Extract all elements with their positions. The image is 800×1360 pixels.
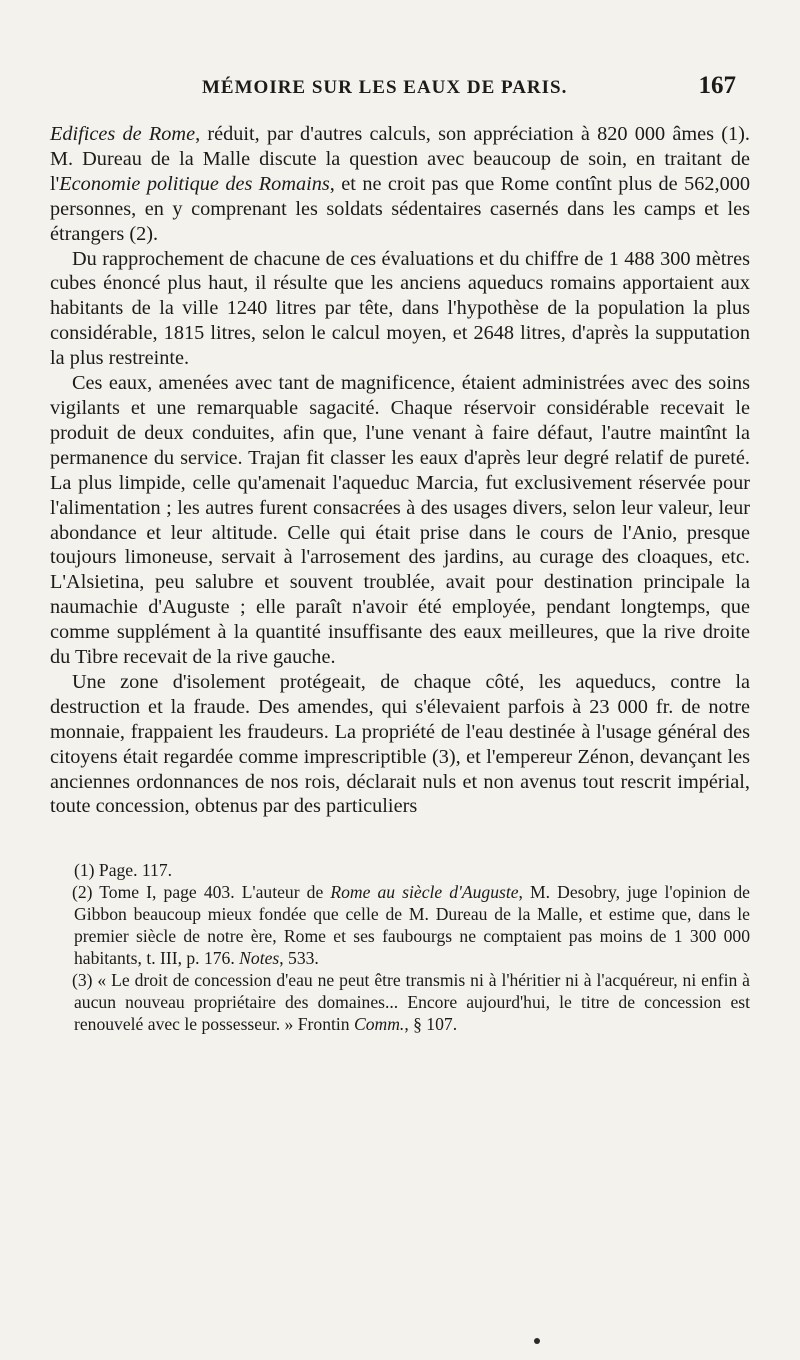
italic-title: Notes xyxy=(239,948,280,969)
footnote-2: (2) Tome I, page 403. L'auteur de Rome au siècle d'Auguste, M. Desobry, juge l'opinion de Gibbon beaucoup mieux fondée que celle de M. Dureau de la Malle, et estime que, dans le premier siècle de notre ère, Rome et ses faubourgs ne comptaient pas moins de 1 300 000 habitants, t. III, p. 176. Notes, 533. xyxy=(72,882,750,969)
footnote-3: (3) « Le droit de concession d'eau ne peut être transmis ni à l'héritier ni à l'acquéreur, ni enfin à aucun nouveau propriétaire des domaines... Encore aujourd'hui, le titre de concession est renouvelé avec le possesseur. » Frontin Comm., § 107. xyxy=(72,970,750,1035)
footnote-1: (1) Page. 117. xyxy=(74,860,173,881)
paragraph-4: Une zone d'isolement protégeait, de chaque côté, les aqueducs, contre la destruction et la fraude. Des amendes, qui s'élevaient parfois à 23 000 fr. de notre monnaie, frappaient les fraudeurs. La propriété de l'eau destinée à l'usage général des citoyens était regardée comme imprescriptible (3), et l'empereur Zénon, devançant les anciennes ordonnances de nos rois, déclarait nuls et non avenus tout rescrit impérial, toute concession, obtenus par des particuliers xyxy=(50,670,750,818)
page-number: 167 xyxy=(698,72,736,99)
paragraph-1: Edifices de Rome, réduit, par d'autres calculs, son appréciation à 820 000 âmes (1). M. Dureau de la Malle discute la question avec beaucoup de soin, en traitant de l'Economie politique des Romains, et ne croit pas que Rome contînt plus de 562,000 personnes, en y comprenant les soldats sédentaires casernés dans les camps et les étrangers (2). xyxy=(50,123,750,245)
ink-mark xyxy=(534,1338,540,1344)
paragraph-2: Du rapprochement de chacune de ces évaluations et du chiffre de 1 488 300 mètres cubes énoncé plus haut, il résulte que les anciens aqueducs romains apportaient aux habitants de la ville 1240 litres par tête, dans l'hypothèse de la population la plus considérable, 1815 litres, selon le calcul moyen, et 2648 litres, d'après la supputation la plus restreinte. xyxy=(50,247,750,370)
italic-title: Rome au siècle d'Auguste xyxy=(330,882,519,903)
italic-title: Edifices de Rome xyxy=(50,123,196,145)
italic-title: Economie politique des Romains xyxy=(59,172,330,195)
footnotes xyxy=(50,859,750,1035)
paragraph-3: Ces eaux, amenées avec tant de magnificence, étaient administrées avec des soins vigilants et une remarquable sagacité. Chaque réservoir considérable recevait le produit de deux conduites, afin que, l'une venant à faire défaut, l'autre maintînt la permanence du service. Trajan fit classer les eaux d'après leur degré relatif de pureté. La plus limpide, celle qu'amenait l'aqueduc Marcia, fut exclusivement réservée pour l'alimentation ; les autres furent consacrées à des usages divers, selon leur valeur, leur abondance et leur altitude. Celle qui était prise dans le cours de l'Anio, presque toujours limoneuse, servait à l'arrosement des jardins, au curage des cloaques, etc. L'Alsietina, peu salubre et souvent troublée, avait pour destination principale la naumachie d'Auguste ; elle paraît n'avoir été employée, pendant longtemps, que comme supplément à la quantité insuffisante des eaux meilleures, que la rive droite du Tibre recevait de la rive gauche. xyxy=(50,372,750,669)
page-header xyxy=(50,72,750,100)
italic-title: Comm. xyxy=(353,1014,405,1035)
main-text xyxy=(50,122,750,819)
running-title: MÉMOIRE SUR LES EAUX DE PARIS. xyxy=(202,77,568,98)
